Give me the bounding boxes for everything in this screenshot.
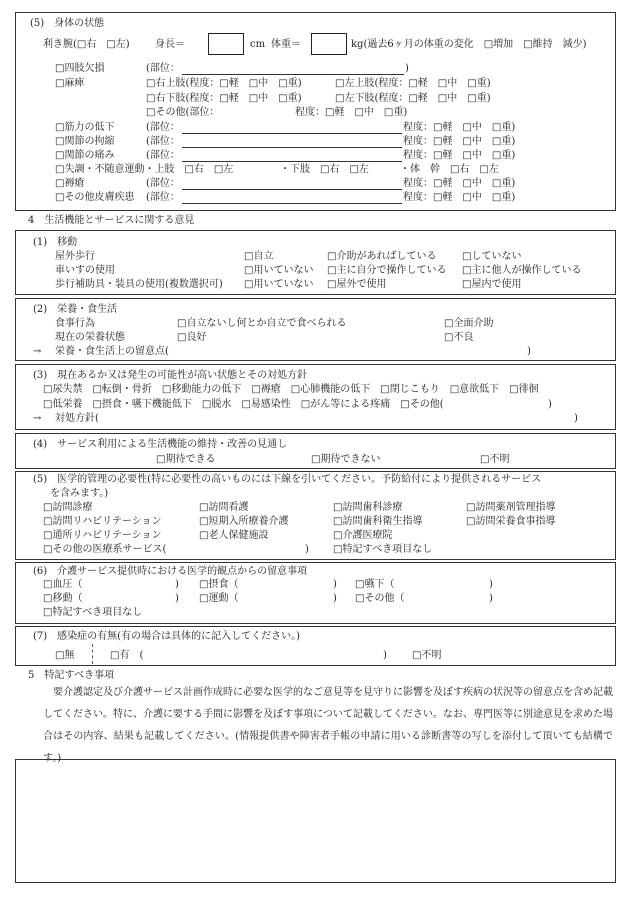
- weight-unit-and-change[interactable]: kg(過去6ヶ月の体重の変化 □増加 □維持 減少): [351, 39, 587, 50]
- paralysis-other[interactable]: □その他(部位：: [146, 107, 220, 118]
- visit-nutrition[interactable]: □訪問栄養食事指導: [466, 516, 556, 527]
- visit-rehab[interactable]: □訪問リハビリテーション: [43, 516, 162, 527]
- note-move-close: ): [175, 593, 179, 604]
- medical-heading: (5) 医学的管理の必要性(特に必要性の高いものには下線を引いてください。予防給付により提供されるサービス: [33, 474, 542, 485]
- risk-policy-label[interactable]: 対処方針(: [55, 413, 99, 424]
- special-notes-heading: 5 特記すべき事項: [28, 670, 115, 681]
- muscle-degree[interactable]: 程度：□軽 □中 □重): [403, 122, 516, 133]
- nutrition-status-label: 現在の栄養状態: [55, 332, 125, 343]
- elderly-health-facility[interactable]: □老人保健施設: [199, 530, 269, 541]
- joint-contracture-checkbox[interactable]: □関節の拘縮: [55, 136, 115, 147]
- day-rehab[interactable]: □通所リハビリテーション: [43, 530, 162, 541]
- outdoor-with-assist[interactable]: □介助があればしている: [327, 251, 437, 262]
- other-skin-checkbox[interactable]: □その他皮膚疾患: [55, 192, 135, 203]
- contracture-site-field[interactable]: [182, 147, 402, 148]
- muscle-site-field[interactable]: [182, 133, 402, 134]
- medical-none[interactable]: □特記すべき項目なし: [333, 544, 433, 555]
- note-eating-close: ): [333, 579, 337, 590]
- height-label: 身長＝: [155, 39, 185, 50]
- walking-aids-label: 歩行補助具・装具の使用(複数選択可): [55, 279, 223, 290]
- physical-heading: (5) 身体の状態: [30, 18, 105, 29]
- note-swallow-close: ): [489, 579, 493, 590]
- wheelchair-label: 車いすの使用: [55, 265, 115, 276]
- outdoor-walk-label: 屋外歩行: [55, 251, 95, 262]
- pressure-sore-degree[interactable]: 程度：□軽 □中 □重): [403, 178, 516, 189]
- height-unit: cm: [250, 39, 266, 50]
- note-eating[interactable]: □摂食（: [199, 579, 239, 590]
- visit-nursing[interactable]: □訪問看護: [199, 502, 249, 513]
- infection-unknown[interactable]: □不明: [412, 650, 442, 661]
- risk-options-row2[interactable]: □低栄養 □摂食・嚥下機能低下 □脱水 □易感染性 □がん等による疼痛 □その他(: [43, 399, 444, 410]
- dominant-hand-options[interactable]: 利き腕(□右 □左): [43, 39, 130, 50]
- nutrition-poor[interactable]: □不良: [444, 332, 474, 343]
- aids-indoor[interactable]: □屋内で使用: [462, 279, 522, 290]
- visit-pharmacy[interactable]: □訪問薬剤管理指導: [466, 502, 556, 513]
- care-notes-heading: (6) 介護サービス提供時における医学的観点からの留意事項: [33, 566, 308, 577]
- ataxia-trunk[interactable]: ・体 幹 □右 □左: [400, 164, 499, 175]
- joint-pain-degree[interactable]: 程度：□軽 □中 □重): [403, 150, 516, 161]
- visit-dental-hygiene[interactable]: □訪問歯科衛生指導: [333, 516, 423, 527]
- ataxia-lower[interactable]: ・下肢 □右 □左: [280, 164, 369, 175]
- outdoor-not-doing[interactable]: □していない: [462, 251, 522, 262]
- pressure-sore-site-field[interactable]: [182, 189, 402, 190]
- medical-heading-cont: を含みます。): [50, 488, 109, 499]
- contracture-degree[interactable]: 程度：□軽 □中 □重): [403, 136, 516, 147]
- mobility-heading: (1) 移動: [33, 237, 78, 248]
- other-skin-site-label: (部位：: [146, 192, 180, 203]
- arrow-icon: →: [33, 413, 42, 424]
- paralysis-right-upper[interactable]: □右上肢(程度：□軽 □中 □重): [146, 78, 302, 89]
- infection-yes-close: ): [383, 650, 387, 661]
- outlook-unknown[interactable]: □不明: [480, 454, 510, 465]
- eating-label: 食事行為: [55, 318, 95, 329]
- arrow-icon: →: [33, 346, 42, 357]
- aids-not-used[interactable]: □用いていない: [244, 279, 314, 290]
- weight-input[interactable]: [311, 33, 347, 55]
- eating-independent[interactable]: □自立ないし何とか自立で食べられる: [177, 318, 347, 329]
- visit-dental[interactable]: □訪問歯科診療: [333, 502, 403, 513]
- pressure-sore-site-label: (部位：: [146, 178, 180, 189]
- risk-policy-close: ): [574, 413, 578, 424]
- paralysis-checkbox[interactable]: □麻痺: [55, 78, 85, 89]
- note-exercise-close: ): [333, 593, 337, 604]
- infection-yes[interactable]: □有 (: [110, 650, 144, 661]
- note-exercise[interactable]: □運動（: [199, 593, 239, 604]
- paralysis-left-lower[interactable]: □左下肢(程度：□軽 □中 □重): [335, 93, 491, 104]
- limb-loss-site-label: (部位：: [146, 63, 180, 74]
- infection-none[interactable]: □無: [55, 650, 75, 661]
- section4-heading: 4 生活機能とサービスに関する意見: [28, 215, 195, 226]
- special-notes-textarea[interactable]: [15, 759, 616, 883]
- paralysis-right-lower[interactable]: □右下肢(程度：□軽 □中 □重): [146, 93, 302, 104]
- infection-heading: (7) 感染症の有無(有の場合は具体的に記入してください。): [33, 631, 300, 642]
- nutrition-note-close: ): [527, 346, 531, 357]
- note-movement[interactable]: □移動（: [43, 593, 83, 604]
- wheelchair-others[interactable]: □主に他人が操作している: [462, 265, 582, 276]
- ataxia-upper[interactable]: □失調・不随意運動・上肢 □右 □左: [55, 164, 234, 175]
- note-bp-close: ): [175, 579, 179, 590]
- note-blood-pressure[interactable]: □血圧（: [43, 579, 83, 590]
- joint-pain-site-field[interactable]: [182, 161, 402, 162]
- note-other-close: ): [489, 593, 493, 604]
- short-stay-care[interactable]: □短期入所療養介護: [199, 516, 289, 527]
- note-other[interactable]: □その他（: [355, 593, 405, 604]
- limb-loss-checkbox[interactable]: □四肢欠損: [55, 63, 105, 74]
- outlook-heading: (4) サービス利用による生活機能の維持・改善の見通し: [33, 439, 288, 450]
- visit-doctor[interactable]: □訪問診療: [43, 502, 93, 513]
- height-input[interactable]: [208, 33, 244, 55]
- special-notes-instructions: 要介護認定及び介護サービス計画作成時に必要な医学的なご意見等を見守りに影響を及ぼす疾病の状況等の留意点を含め記載してください。特に、介護に要する手間に影響を及ぼす事項について記載してください。なお、専門医等に別途意見を求めた場合はその内容、結果も記載してください。(情報提供書や障害者手帳の申請に用いる診断書等の写しを添付して頂いても結構です。): [43, 687, 613, 764]
- risk-other-close: ): [548, 399, 552, 410]
- pressure-sore-checkbox[interactable]: □褥瘡: [55, 178, 85, 189]
- aids-outdoor[interactable]: □屋外で使用: [327, 279, 387, 290]
- note-swallow[interactable]: □嚥下（: [355, 579, 395, 590]
- paralysis-left-upper[interactable]: □左上肢(程度：□軽 □中 □重): [335, 78, 491, 89]
- risk-heading: (3) 現在あるか又は発生の可能性が高い状態とその対処方針: [33, 370, 308, 381]
- outdoor-independent[interactable]: □自立: [244, 251, 274, 262]
- wheelchair-self[interactable]: □主に自分で操作している: [327, 265, 447, 276]
- care-medical-institute[interactable]: □介護医療院: [333, 530, 393, 541]
- other-skin-degree[interactable]: 程度：□軽 □中 □重): [403, 192, 516, 203]
- other-medical[interactable]: □その他の医療系サービス(: [43, 544, 167, 555]
- eating-full-assist[interactable]: □全面介助: [444, 318, 494, 329]
- nutrition-good[interactable]: □良好: [177, 332, 207, 343]
- paralysis-other-degree[interactable]: 程度：□軽 □中 □重): [295, 107, 408, 118]
- muscle-site-label: (部位：: [146, 122, 180, 133]
- risk-options-row1[interactable]: □尿失禁 □転倒・骨折 □移動能力の低下 □褥瘡 □心肺機能の低下 □閉じこもり □意欲低下 □徘徊: [43, 384, 539, 395]
- muscle-weakness-checkbox[interactable]: □筋力の低下: [55, 122, 115, 133]
- dotted-divider: [92, 644, 93, 664]
- wheelchair-not-used[interactable]: □用いていない: [244, 265, 314, 276]
- note-none[interactable]: □特記すべき項目なし: [43, 607, 143, 618]
- contracture-site-label: (部位：: [146, 136, 180, 147]
- joint-pain-site-label: (部位：: [146, 150, 180, 161]
- nutrition-note-label[interactable]: 栄養・食生活上の留意点(: [55, 346, 169, 357]
- joint-pain-checkbox[interactable]: □関節の痛み: [55, 150, 115, 161]
- outlook-expected[interactable]: □期待できる: [156, 454, 216, 465]
- other-medical-close: ): [305, 544, 309, 555]
- weight-label: 体重＝: [271, 39, 301, 50]
- nutrition-heading: (2) 栄養・食生活: [33, 304, 118, 315]
- limb-loss-site-close: ): [405, 63, 409, 74]
- outlook-not-expected[interactable]: □期待できない: [311, 454, 381, 465]
- other-skin-site-field[interactable]: [182, 203, 402, 204]
- limb-loss-site-field[interactable]: [182, 74, 404, 75]
